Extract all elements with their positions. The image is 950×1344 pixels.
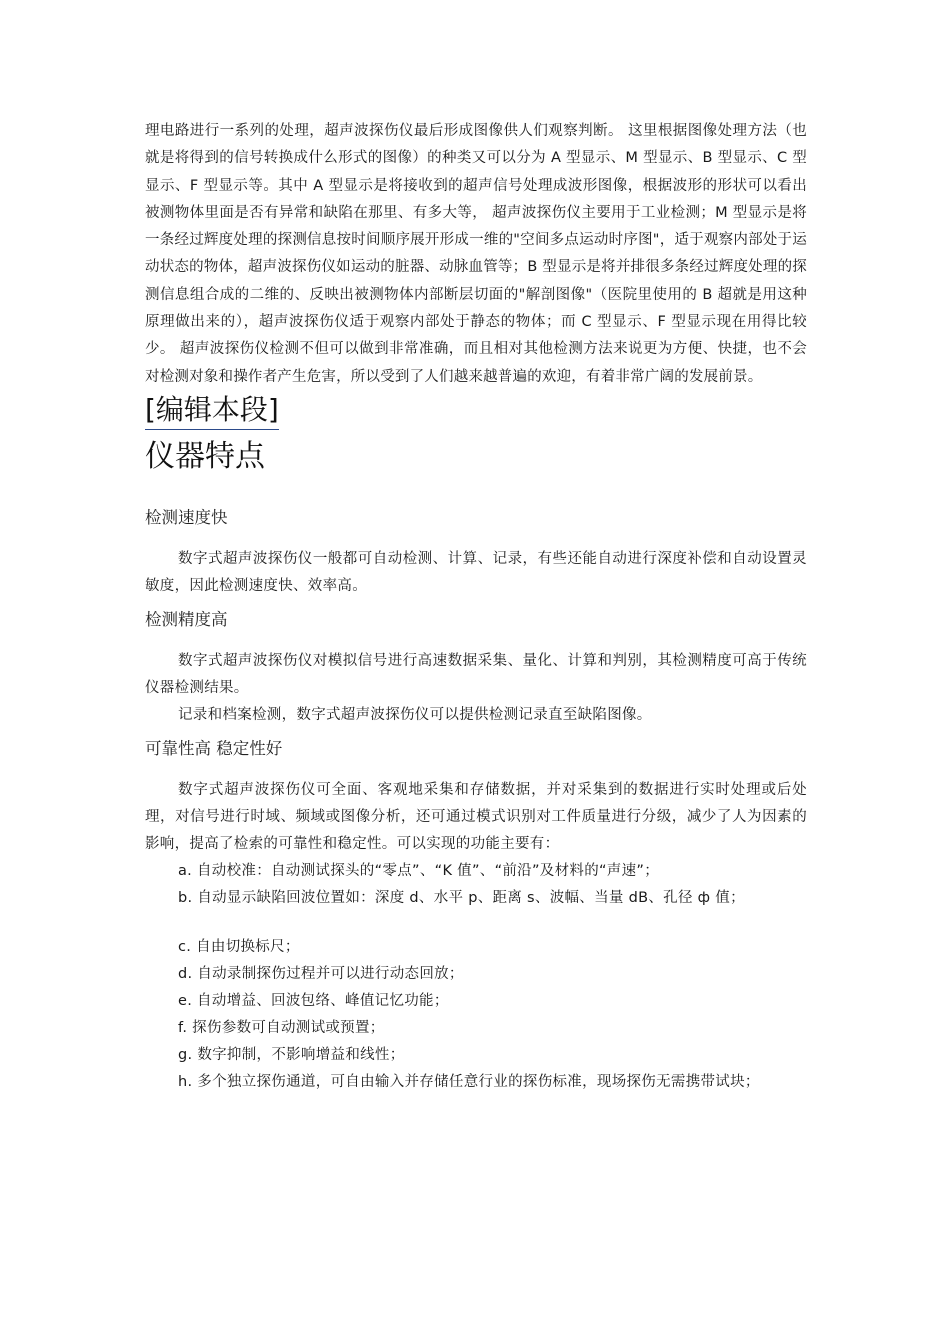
list-item: g. 数字抑制，不影响增益和线性； [178, 1046, 405, 1063]
heading-speed: 检测速度快 [145, 507, 228, 527]
list-item: b. 自动显示缺陷回波位置如：深度 d、水平 p、距离 s、波幅、当量 dB、孔径 ф 值； [178, 889, 745, 906]
paragraph-speed: 数字式超声波探伤仪一般都可自动检测、计算、记录，有些还能自动进行深度补偿和自动设置灵敏度，因此检测速度快、效率高。 [145, 550, 807, 594]
intro-paragraph: 理电路进行一系列的处理，超声波探伤仪最后形成图像供人们观察判断。 这里根据图像处理方法（也就是将得到的信号转换成什么形式的图像）的种类又可以分为 A 型显示、M 型显示、B 型显示、C 型显示、F 型显示等。其中 A 型显示是将接收到的超声信号处理成波形图像，根据波形的形状可以看出被测物体里面是否有异常和缺陷在那里、有多大等， 超声波探伤仪主要用于工业检测；M 型显示是将一条经过辉度处理的探测信息按时间顺序展开形成一维的"空间多点运动时序图"，适于观察内部处于运动状态的物体，超声波探伤仪如运动的脏器、动脉血管等；B 型显示是将并排很多条经过辉度处理的探测信息组合成的二维的、反映出被测物体内部断层切面的"解剖图像"（医院里使用的 B 超就是用这种原理做出来的），超声波探伤仪适于观察内部处于静态的物体；而 C 型显示、F 型显示现在用得比较少。 超声波探伤仪检测不但可以做到非常准确，而且相对其他检测方法来说更为方便、快捷，也不会对检测对象和操作者产生危害，所以受到了人们越来越普遍的欢迎，有着非常广阔的发展前景。 [145, 123, 807, 385]
list-item: a. 自动校准：自动测试探头的“零点”、“K 值”、“前沿”及材料的“声速”； [178, 862, 660, 879]
heading-precision: 检测精度高 [145, 609, 228, 629]
list-item: h. 多个独立探伤通道，可自由输入并存储任意行业的探伤标准，现场探伤无需携带试块； [178, 1073, 760, 1090]
heading-reliability: 可靠性高 稳定性好 [145, 738, 283, 758]
section-title: 仪器特点 [145, 438, 265, 474]
list-item: c. 自由切换标尺； [178, 938, 300, 955]
list-item: d. 自动录制探伤过程并可以进行动态回放； [178, 965, 464, 982]
document-page [145, 118, 807, 1096]
list-item: f. 探伤参数可自动测试或预置； [178, 1019, 385, 1036]
paragraph-precision: 数字式超声波探伤仪对模拟信号进行高速数据采集、量化、计算和判别，其检测精度可高于传统仪器检测结果。 [145, 652, 807, 696]
paragraph-reliability: 数字式超声波探伤仪可全面、客观地采集和存储数据，并对采集到的数据进行实时处理或后处理，对信号进行时域、频域或图像分析，还可通过模式识别对工件质量进行分级，减少了人为因素的影响，提高了检索的可靠性和稳定性。可以实现的功能主要有： [145, 781, 807, 852]
paragraph-record: 记录和档案检测，数字式超声波探伤仪可以提供检测记录直至缺陷图像。 [178, 706, 652, 723]
list-item: e. 自动增益、回波包络、峰值记忆功能； [178, 992, 449, 1009]
edit-section-link[interactable]: [编辑本段] [145, 393, 279, 430]
